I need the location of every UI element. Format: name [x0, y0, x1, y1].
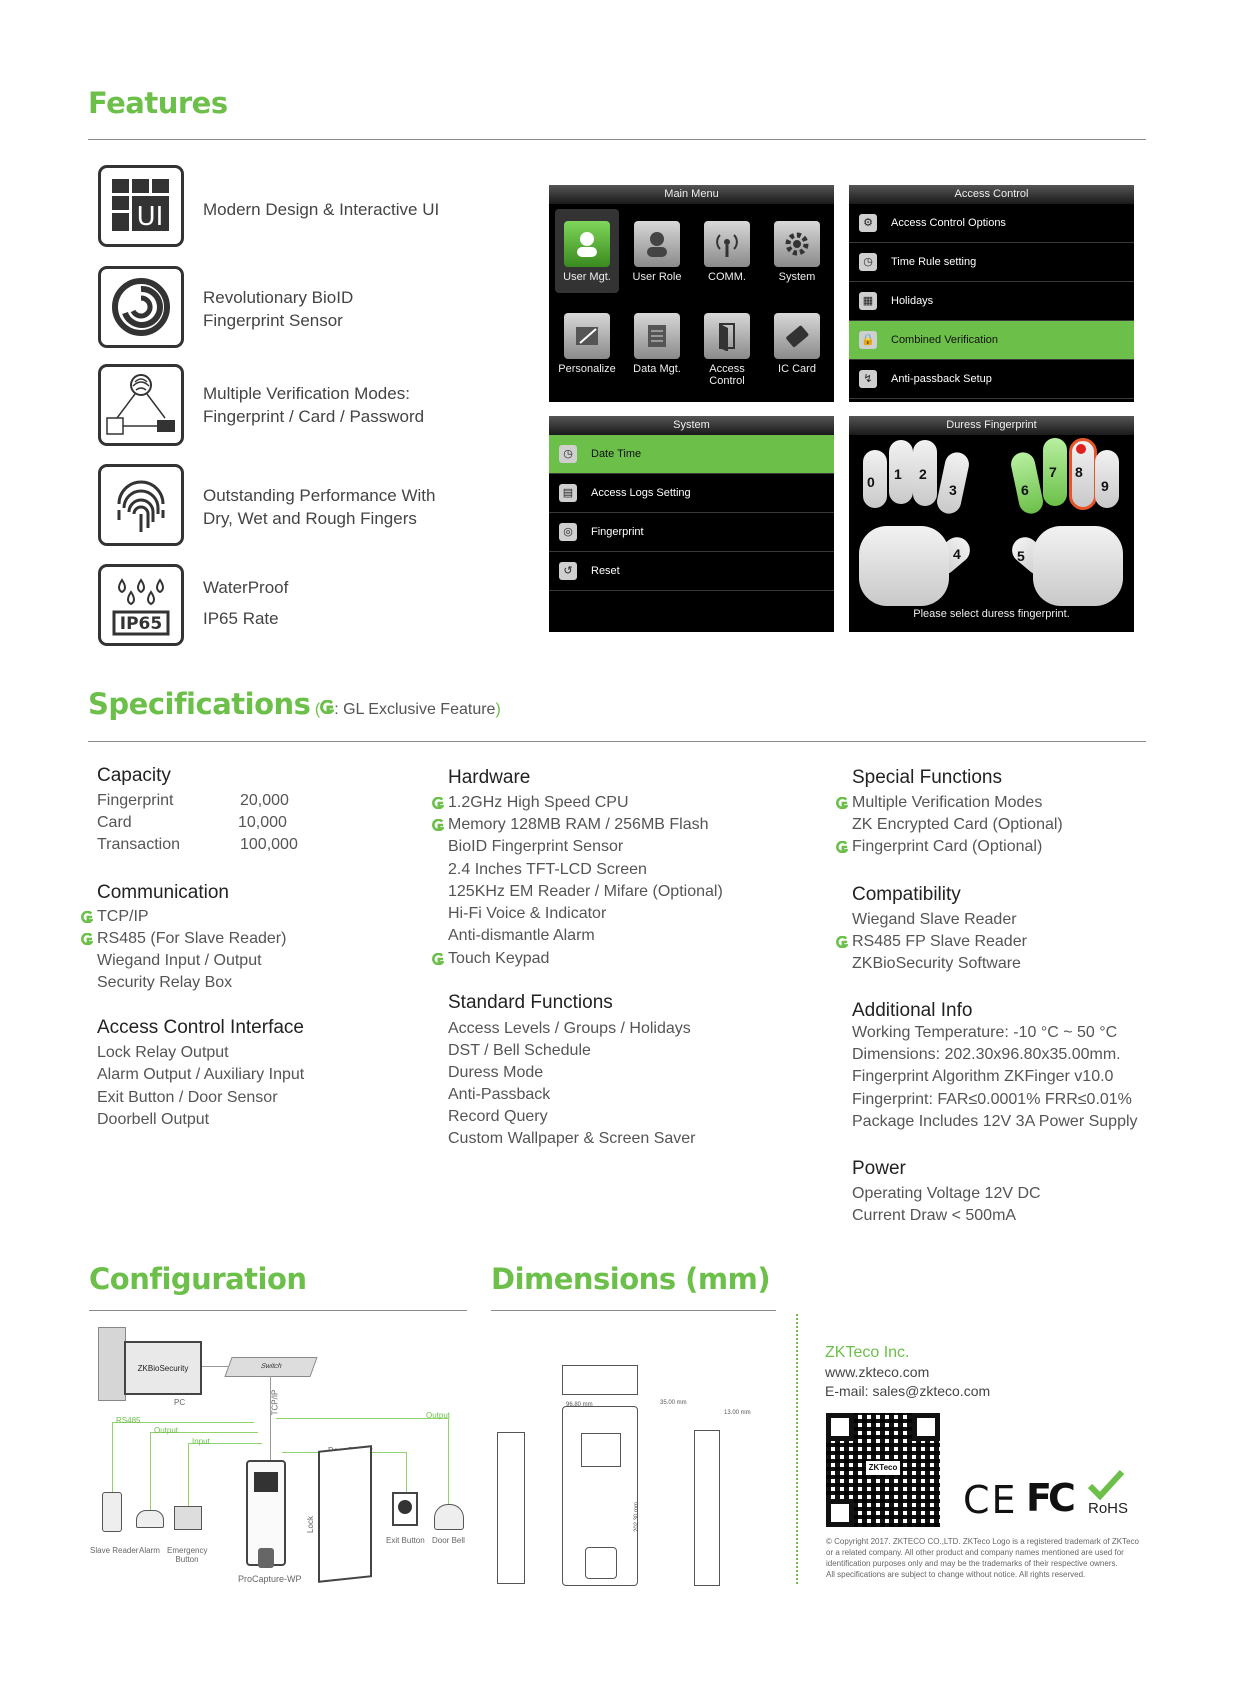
user-role-icon — [634, 221, 680, 267]
sf-line-1: Access Levels / Groups / Holidays — [448, 1020, 691, 1037]
access-control-screen — [849, 185, 1134, 402]
ac-item-holidays[interactable]: ▦ Holidays — [849, 282, 1134, 321]
ac-item-time-rule[interactable]: ◷ Time Rule setting — [849, 243, 1134, 282]
power-line-2: Current Draw < 500mA — [852, 1207, 1017, 1224]
footer-separator — [796, 1314, 798, 1584]
sys-item-date-time[interactable]: ◷ Date Time — [549, 435, 834, 474]
finger-label-4: 4 — [953, 546, 961, 562]
input-label: Input — [192, 1437, 210, 1446]
power-title: Power — [852, 1158, 906, 1179]
pc-monitor — [124, 1341, 202, 1395]
sf-line-5: Record Query — [448, 1108, 548, 1125]
feature-3-text: Multiple Verification Modes: Fingerprint / Card / Password — [203, 384, 425, 426]
main-menu-screen — [549, 185, 834, 402]
exit-button-device — [392, 1492, 418, 1526]
personalize-icon — [564, 313, 610, 359]
procapture-device — [246, 1460, 286, 1566]
gl-exclusive-icon — [836, 936, 848, 948]
gl-exclusive-icon — [432, 819, 444, 831]
duress-fingerprint-screen — [849, 416, 1134, 632]
ai-line-2: Dimensions: 202.30x96.80x35.00mm. — [852, 1046, 1121, 1063]
power-line-1: Operating Voltage 12V DC — [852, 1185, 1041, 1202]
gl-exclusive-icon — [836, 841, 848, 853]
menu-item-user-role[interactable]: User Role — [624, 221, 690, 283]
ai-line-5: Package Includes 12V 3A Power Supply — [852, 1113, 1138, 1130]
company-email[interactable]: E-mail: sales@zkteco.com — [825, 1383, 991, 1399]
comm-antenna-icon — [704, 221, 750, 267]
gl-exclusive-icon — [81, 933, 93, 945]
comm-line-2: RS485 (For Slave Reader) — [97, 928, 286, 950]
hw-line-4: 2.4 Inches TFT-LCD Screen — [448, 861, 647, 878]
feature-1-text: Modern Design & Interactive UI — [203, 200, 440, 219]
input-drop — [188, 1443, 189, 1507]
capacity-transaction-value: 100,000 — [240, 836, 298, 853]
user-mgt-icon — [564, 221, 610, 267]
comm-line-4: Security Relay Box — [97, 974, 233, 991]
gl-exclusive-icon — [81, 911, 93, 923]
ai-line-3: Fingerprint Algorithm ZKFinger v10.0 — [852, 1068, 1114, 1085]
pc-switch-cable — [202, 1366, 228, 1367]
door — [318, 1445, 372, 1583]
aci-line-3: Exit Button / Door Sensor — [97, 1089, 278, 1106]
gl-exclusive-icon — [320, 700, 334, 714]
logs-icon: ▤ — [559, 484, 577, 502]
feature-2-text: Revolutionary BioID Fingerprint Sensor — [203, 288, 354, 330]
depth-dimension: 35.00 mm — [660, 1400, 687, 1406]
access-control-interface-title: Access Control Interface — [97, 1017, 304, 1038]
compat-line-2: RS485 FP Slave Reader — [852, 931, 1027, 953]
menu-item-comm[interactable]: COMM. — [694, 221, 760, 283]
additional-info-title: Additional Info — [852, 1000, 973, 1021]
finger-label-9: 9 — [1101, 478, 1109, 494]
ac-item-combined-verification[interactable]: 🔒 Combined Verification — [849, 321, 1134, 360]
capacity-transaction-label: Transaction — [97, 836, 180, 853]
capacity-card-label: Card — [97, 814, 132, 831]
output2-label: Output — [426, 1411, 451, 1420]
specifications-divider — [88, 741, 1146, 742]
hw-line-3: BioID Fingerprint Sensor — [448, 838, 624, 855]
specifications-title: Specifications — [88, 687, 311, 721]
configuration-title: Configuration — [89, 1262, 307, 1296]
alarm-drop — [150, 1432, 151, 1510]
right-palm — [1033, 526, 1123, 606]
sf-line-4: Anti-Passback — [448, 1086, 551, 1103]
tcpip-label: TCP/IP — [270, 1389, 280, 1416]
sys-item-access-logs[interactable]: ▤ Access Logs Setting — [549, 474, 834, 513]
hw-line-6: Hi-Fi Voice & Indicator — [448, 905, 607, 922]
finger-label-5: 5 — [1017, 548, 1025, 564]
alarm-label: Alarm — [139, 1546, 160, 1555]
company-name: ZKTeco Inc. — [825, 1344, 910, 1361]
waterproof-icon — [98, 564, 184, 646]
gl-exclusive-icon — [432, 953, 444, 965]
dimensions-title: Dimensions (mm) — [491, 1262, 771, 1296]
emergency-button-device — [174, 1506, 202, 1530]
door-bell-label: Door Bell — [432, 1536, 465, 1545]
access-control-title: Access Control — [849, 185, 1134, 204]
spf-line-2: ZK Encrypted Card (Optional) — [852, 816, 1063, 833]
pc-tower — [98, 1327, 126, 1401]
rohs-label: RoHS — [1088, 1500, 1129, 1517]
hw-line-5: 125KHz EM Reader / Mifare (Optional) — [448, 883, 723, 900]
svg-text:UI: UI — [136, 202, 164, 232]
alarm-device — [136, 1510, 164, 1528]
output-label: Output — [154, 1426, 179, 1435]
fc-mark-icon: FC — [1026, 1476, 1072, 1520]
communication-title: Communication — [97, 882, 229, 903]
finger-label-6: 6 — [1021, 482, 1029, 498]
qr-code — [826, 1413, 940, 1527]
aci-line-2: Alarm Output / Auxiliary Input — [97, 1066, 305, 1083]
exit-drop — [406, 1452, 407, 1492]
specifications-heading: Specifications ( : GL Exclusive Feature) — [88, 687, 501, 721]
pc-label: PC — [174, 1398, 186, 1407]
calendar-icon: ▦ — [859, 292, 877, 310]
side-view-left — [497, 1432, 525, 1584]
hardware-title: Hardware — [448, 767, 531, 788]
gl-exclusive-icon — [432, 797, 444, 809]
configuration-divider — [89, 1310, 467, 1311]
ac-item-anti-passback[interactable]: ↯ Anti-passback Setup — [849, 360, 1134, 399]
compatibility-title: Compatibility — [852, 884, 961, 905]
duress-title: Duress Fingerprint — [849, 416, 1134, 435]
features-title: Features — [88, 86, 228, 120]
ai-line-4: Fingerprint: FAR≤0.0001% FRR≤0.01% — [852, 1091, 1132, 1108]
capacity-fingerprint-label: Fingerprint — [97, 792, 174, 809]
sf-line-3: Duress Mode — [448, 1064, 544, 1081]
svg-text:IP65: IP65 — [119, 614, 163, 634]
rs485-drop — [112, 1422, 113, 1492]
bell-drop — [448, 1418, 449, 1504]
comm-line-1: TCP/IP — [97, 906, 149, 928]
front-view — [562, 1406, 641, 1586]
side-view-right — [694, 1430, 720, 1586]
menu-item-access-control[interactable]: Access Control — [694, 313, 760, 387]
finger-label-7: 7 — [1049, 464, 1057, 480]
finger-label-8: 8 — [1075, 464, 1083, 480]
sys-item-reset[interactable]: ↺ Reset — [549, 552, 834, 591]
gl-legend: : GL Exclusive Feature — [334, 701, 496, 718]
emergency-button-label: Emergency Button — [167, 1546, 208, 1564]
options-icon: ⚙ — [859, 214, 877, 232]
ai-line-1: Working Temperature: -10 °C ~ 50 °C — [852, 1024, 1118, 1041]
gl-exclusive-icon — [836, 797, 848, 809]
menu-item-system[interactable]: System — [764, 221, 830, 283]
features-divider — [88, 139, 1146, 140]
copyright-text: © Copyright 2017. ZKTECO CO.,LTD. ZKTeco Logo is a registered trademark of ZKTeco or a related company. All other product and company names mentioned are used for identification purposes only and may be the trademarks of their respective owners. All specifications are subject to change without notice. All rights reserved. — [826, 1537, 1139, 1579]
tcpip-cable — [270, 1376, 271, 1460]
menu-item-personalize[interactable]: Personalize — [554, 313, 620, 375]
capacity-title: Capacity — [97, 765, 171, 786]
software-label: ZKBioSecurity — [137, 1363, 189, 1373]
sf-line-2: DST / Bell Schedule — [448, 1042, 591, 1059]
network-switch: Switch — [224, 1357, 317, 1377]
aci-line-1: Lock Relay Output — [97, 1044, 229, 1061]
system-screen — [549, 416, 834, 632]
ce-mark-icon: CE — [963, 1478, 1018, 1522]
selected-marker-icon — [1076, 444, 1086, 454]
hw-line-2: Memory 128MB RAM / 256MB Flash — [448, 814, 709, 836]
top-view — [562, 1365, 638, 1395]
company-website[interactable]: www.zkteco.com — [825, 1364, 930, 1380]
special-functions-title: Special Functions — [852, 767, 1002, 788]
fingerprint-small-icon: ◎ — [559, 523, 577, 541]
finger-label-1: 1 — [894, 466, 902, 482]
dimensions-divider — [491, 1310, 776, 1311]
data-mgt-icon — [634, 313, 680, 359]
height-dimension: 202.30 mm — [634, 1501, 641, 1533]
finger-label-0: 0 — [867, 474, 875, 490]
depth2-dimension: 13.00 mm — [724, 1410, 751, 1416]
passback-icon: ↯ — [859, 370, 877, 388]
aci-line-4: Doorbell Output — [97, 1111, 210, 1128]
bell-output-wire — [276, 1418, 448, 1419]
capacity-card-value: 10,000 — [238, 814, 287, 831]
ic-card-icon — [774, 313, 820, 359]
access-control-door-icon — [704, 313, 750, 359]
left-palm — [859, 526, 949, 606]
system-title: System — [549, 416, 834, 435]
menu-item-user-mgt[interactable]: User Mgt. — [554, 221, 620, 283]
menu-item-data-mgt[interactable]: Data Mgt. — [624, 313, 690, 375]
slave-reader-label: Slave Reader — [90, 1546, 139, 1555]
duress-prompt: Please select duress fingerprint. — [913, 608, 1070, 620]
spf-line-3: Fingerprint Card (Optional) — [852, 836, 1042, 858]
finger-label-3: 3 — [949, 482, 957, 498]
door-bell-device — [434, 1504, 464, 1530]
spf-line-1: Multiple Verification Modes — [852, 792, 1042, 814]
main-menu-title: Main Menu — [549, 185, 834, 204]
slave-reader-device — [102, 1492, 122, 1532]
lock-icon: 🔒 — [859, 331, 877, 349]
feature-5-text: WaterProof IP65 Rate — [203, 578, 289, 628]
width-dimension: 96.80 mm — [566, 1402, 593, 1408]
lock-label: Lock — [305, 1516, 315, 1533]
feature-4-text: Outstanding Performance With Dry, Wet and Rough Fingers — [203, 486, 436, 528]
standard-functions-title: Standard Functions — [448, 992, 613, 1013]
sys-item-fingerprint[interactable]: ◎ Fingerprint — [549, 513, 834, 552]
capacity-fingerprint-value: 20,000 — [240, 792, 289, 809]
clock-icon: ◷ — [859, 253, 877, 271]
hw-line-8: Touch Keypad — [448, 948, 549, 970]
compat-line-3: ZKBioSecurity Software — [852, 955, 1021, 972]
qr-logo: ZKTeco — [866, 1461, 900, 1475]
exit-button-label: Exit Button — [386, 1536, 425, 1545]
compat-line-1: Wiegand Slave Reader — [852, 911, 1017, 928]
hw-line-7: Anti-dismantle Alarm — [448, 927, 595, 944]
finger-label-2: 2 — [919, 466, 927, 482]
system-gear-icon — [774, 221, 820, 267]
rs485-label: RS485 — [116, 1416, 141, 1425]
bioid-swirl-icon — [98, 266, 184, 348]
sf-line-6: Custom Wallpaper & Screen Saver — [448, 1130, 696, 1147]
ui-icon — [98, 165, 184, 247]
verification-modes-icon — [98, 364, 184, 446]
procapture-label: ProCapture-WP — [238, 1574, 302, 1584]
fingerprint-icon — [98, 464, 184, 546]
menu-item-ic-card[interactable]: IC Card — [764, 313, 830, 375]
ac-item-options[interactable]: ⚙ Access Control Options — [849, 204, 1134, 243]
clock-icon: ◷ — [559, 445, 577, 463]
reset-icon: ↺ — [559, 562, 577, 580]
comm-line-3: Wiegand Input / Output — [97, 952, 262, 969]
hw-line-1: 1.2GHz High Speed CPU — [448, 792, 629, 814]
